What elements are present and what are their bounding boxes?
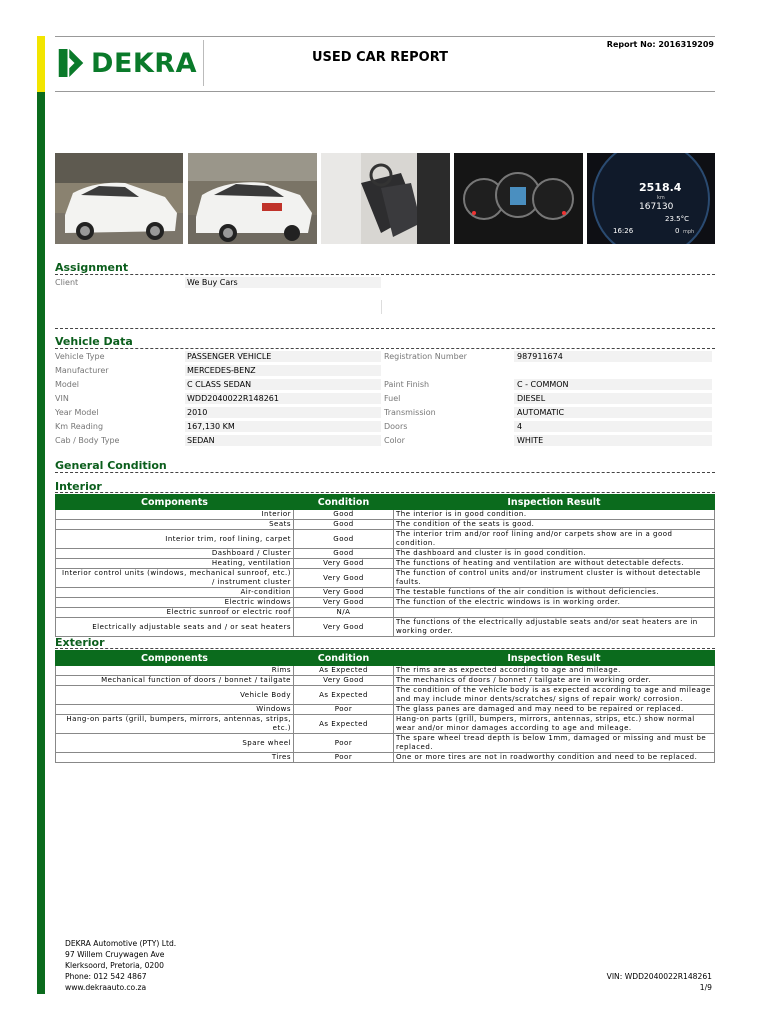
- vehicle-value-bg: [514, 421, 712, 432]
- vehicle-label: Doors: [384, 422, 408, 431]
- report-title: USED CAR REPORT: [312, 50, 449, 65]
- table-row: [56, 608, 715, 618]
- report-number: Report No: 2016319209: [606, 40, 714, 49]
- result-cell: The functions of the electrically adjustable seats and/or seat heaters are in working order.: [394, 618, 715, 637]
- vehicle-value: WDD2040022R148261: [187, 394, 279, 403]
- header-divider-bottom: [55, 91, 715, 92]
- table-row: [56, 569, 715, 588]
- odometer-time: 16:26: [613, 227, 634, 235]
- component-cell: Tires: [56, 753, 294, 763]
- condition-cell: Very Good: [294, 588, 394, 598]
- component-cell: Vehicle Body: [56, 686, 294, 705]
- vehicle-value: WHITE: [517, 436, 544, 445]
- car-interior-photo[interactable]: [321, 153, 450, 244]
- col-header-components: Components: [56, 495, 294, 510]
- assignment-title: Assignment: [55, 261, 129, 274]
- condition-cell: Poor: [294, 705, 394, 715]
- odometer-temp: 23.5°C: [665, 215, 689, 223]
- table-row: [56, 549, 715, 559]
- result-cell: The mechanics of doors / bonnet / tailgate are in working order.: [394, 676, 715, 686]
- component-cell: Electric sunroof or electric roof: [56, 608, 294, 618]
- exterior-title: Exterior: [55, 636, 105, 649]
- logo-text: DEKRA: [91, 47, 197, 79]
- dekra-logo-icon: [57, 45, 85, 81]
- general-condition-title: General Condition: [55, 459, 167, 472]
- vehicle-value: C - COMMON: [517, 380, 569, 389]
- table-row: [56, 598, 715, 608]
- result-cell: The interior trim and/or roof lining and/or carpets show are in a good condition.: [394, 530, 715, 549]
- table-row: [56, 618, 715, 637]
- divider: [55, 328, 715, 329]
- vehicle-label: Km Reading: [55, 422, 104, 431]
- exterior-table: [55, 650, 715, 763]
- table-row: [56, 753, 715, 763]
- assignment-column-separator: [381, 300, 382, 314]
- vehicle-label: Paint Finish: [384, 380, 430, 389]
- divider: [55, 348, 715, 349]
- condition-cell: Poor: [294, 734, 394, 753]
- table-row: [56, 734, 715, 753]
- accent-bar-yellow: [37, 36, 45, 92]
- table-row: [56, 530, 715, 549]
- table-row: [56, 715, 715, 734]
- component-cell: Hang-on parts (grill, bumpers, mirrors, antennas, strips, etc.): [56, 715, 294, 734]
- header-separator: [203, 40, 204, 86]
- condition-cell: As Expected: [294, 666, 394, 676]
- header-divider-top: [55, 36, 715, 37]
- col-header-components: Components: [56, 651, 294, 666]
- vehicle-value: 987911674: [517, 352, 563, 361]
- result-cell: Hang-on parts (grill, bumpers, mirrors, antennas, strips, etc.) show normal wear and/or minor damages according to age and mileage.: [394, 715, 715, 734]
- component-cell: Dashboard / Cluster: [56, 549, 294, 559]
- divider: [55, 274, 715, 275]
- odometer-display-photo[interactable]: [587, 153, 715, 244]
- component-cell: Rims: [56, 666, 294, 676]
- result-cell: The function of control units and/or instrument cluster is without detectable faults.: [394, 569, 715, 588]
- result-cell: [394, 608, 715, 618]
- condition-cell: Very Good: [294, 618, 394, 637]
- condition-cell: Good: [294, 520, 394, 530]
- vehicle-label: Fuel: [384, 394, 401, 403]
- result-cell: The condition of the vehicle body is as expected according to age and mileage and may include minor dents/scratches/ signs of repair work/ corrosion.: [394, 686, 715, 705]
- component-cell: Interior control units (windows, mechanical sunroof, etc.) / instrument cluster: [56, 569, 294, 588]
- vehicle-value-bg: [514, 435, 712, 446]
- table-row: [56, 588, 715, 598]
- vehicle-label: Cab / Body Type: [55, 436, 120, 445]
- odometer-speed-unit: mph: [683, 229, 695, 235]
- footer-address-line2: Klerksoord, Pretoria, 0200: [65, 961, 164, 970]
- page-number: 1/9: [699, 983, 712, 992]
- vehicle-value: SEDAN: [187, 436, 215, 445]
- component-cell: Heating, ventilation: [56, 559, 294, 569]
- table-row: [56, 559, 715, 569]
- condition-cell: Good: [294, 549, 394, 559]
- result-cell: The rims are as expected according to age and mileage.: [394, 666, 715, 676]
- vehicle-label: Vehicle Type: [55, 352, 105, 361]
- interior-table: [55, 494, 715, 637]
- vehicle-value: C CLASS SEDAN: [187, 380, 252, 389]
- condition-cell: Very Good: [294, 676, 394, 686]
- car-front-photo[interactable]: [55, 153, 183, 244]
- vehicle-value-bg: [185, 407, 381, 418]
- divider: [55, 472, 715, 473]
- col-header-result: Inspection Result: [394, 651, 715, 666]
- component-cell: Air-condition: [56, 588, 294, 598]
- result-cell: The spare wheel tread depth is below 1mm, damaged or missing and must be replaced.: [394, 734, 715, 753]
- table-row: [56, 676, 715, 686]
- vehicle-data-title: Vehicle Data: [55, 335, 133, 348]
- col-header-condition: Condition: [294, 651, 394, 666]
- vehicle-label: Model: [55, 380, 80, 389]
- condition-cell: Good: [294, 510, 394, 520]
- footer-address: [65, 938, 176, 993]
- footer-website-link[interactable]: www.dekraauto.co.za: [65, 983, 147, 992]
- result-cell: The glass panes are damaged and may need to be repaired or replaced.: [394, 705, 715, 715]
- vehicle-value: 4: [517, 422, 523, 431]
- table-row: [56, 705, 715, 715]
- component-cell: Windows: [56, 705, 294, 715]
- divider: [55, 492, 715, 493]
- table-row: [56, 520, 715, 530]
- dashboard-cluster-photo[interactable]: [454, 153, 583, 244]
- client-value: We Buy Cars: [187, 278, 238, 287]
- table-row: [56, 686, 715, 705]
- vehicle-value: AUTOMATIC: [517, 408, 565, 417]
- footer-vin: VIN: WDD2040022R148261: [606, 972, 712, 981]
- vehicle-label: Manufacturer: [55, 366, 109, 375]
- footer-vin-block: [607, 971, 712, 993]
- vehicle-label: Year Model: [55, 408, 99, 417]
- condition-cell: Good: [294, 530, 394, 549]
- footer-phone: Phone: 012 542 4867: [65, 972, 147, 981]
- component-cell: Electric windows: [56, 598, 294, 608]
- result-cell: The function of the electric windows is in working order.: [394, 598, 715, 608]
- footer-company: DEKRA Automotive (PTY) Ltd.: [65, 939, 177, 948]
- vehicle-label: VIN: [55, 394, 69, 403]
- result-cell: One or more tires are not in roadworthy condition and need to be replaced.: [394, 753, 715, 763]
- client-label: Client: [55, 278, 79, 287]
- vehicle-label: Transmission: [384, 408, 436, 417]
- result-cell: The condition of the seats is good.: [394, 520, 715, 530]
- odometer-trip-value: 2518.4: [639, 181, 682, 194]
- table-row: [56, 510, 715, 520]
- vehicle-value: PASSENGER VEHICLE: [187, 352, 272, 361]
- vehicle-value: MERCEDES-BENZ: [187, 366, 256, 375]
- vehicle-label: Registration Number: [384, 352, 467, 361]
- condition-cell: Very Good: [294, 559, 394, 569]
- condition-cell: Very Good: [294, 598, 394, 608]
- condition-cell: N/A: [294, 608, 394, 618]
- vehicle-value: 167,130 KM: [187, 422, 235, 431]
- result-cell: The dashboard and cluster is in good condition.: [394, 549, 715, 559]
- interior-title: Interior: [55, 480, 102, 493]
- result-cell: The functions of heating and ventilation are without detectable defects.: [394, 559, 715, 569]
- component-cell: Interior trim, roof lining, carpet: [56, 530, 294, 549]
- component-cell: Interior: [56, 510, 294, 520]
- accent-bar-green: [37, 92, 45, 994]
- component-cell: Mechanical function of doors / bonnet / tailgate: [56, 676, 294, 686]
- col-header-condition: Condition: [294, 495, 394, 510]
- vehicle-value: DIESEL: [517, 394, 546, 403]
- divider: [55, 648, 715, 649]
- footer-address-line1: 97 Willem Cruywagen Ave: [65, 950, 165, 959]
- component-cell: Spare wheel: [56, 734, 294, 753]
- condition-cell: Very Good: [294, 569, 394, 588]
- result-cell: The interior is in good condition.: [394, 510, 715, 520]
- odometer-unit: km: [657, 195, 665, 201]
- odometer-speed: 0: [675, 227, 680, 235]
- result-cell: The testable functions of the air condition is without deficiencies.: [394, 588, 715, 598]
- vehicle-value: 2010: [187, 408, 208, 417]
- condition-cell: As Expected: [294, 686, 394, 705]
- car-rear-photo[interactable]: [188, 153, 317, 244]
- component-cell: Electrically adjustable seats and / or seat heaters: [56, 618, 294, 637]
- condition-cell: As Expected: [294, 715, 394, 734]
- vehicle-label: Color: [384, 436, 405, 445]
- condition-cell: Poor: [294, 753, 394, 763]
- col-header-result: Inspection Result: [394, 495, 715, 510]
- table-row: [56, 666, 715, 676]
- component-cell: Seats: [56, 520, 294, 530]
- odometer-total: 167130: [639, 202, 674, 212]
- dekra-logo: [57, 44, 197, 82]
